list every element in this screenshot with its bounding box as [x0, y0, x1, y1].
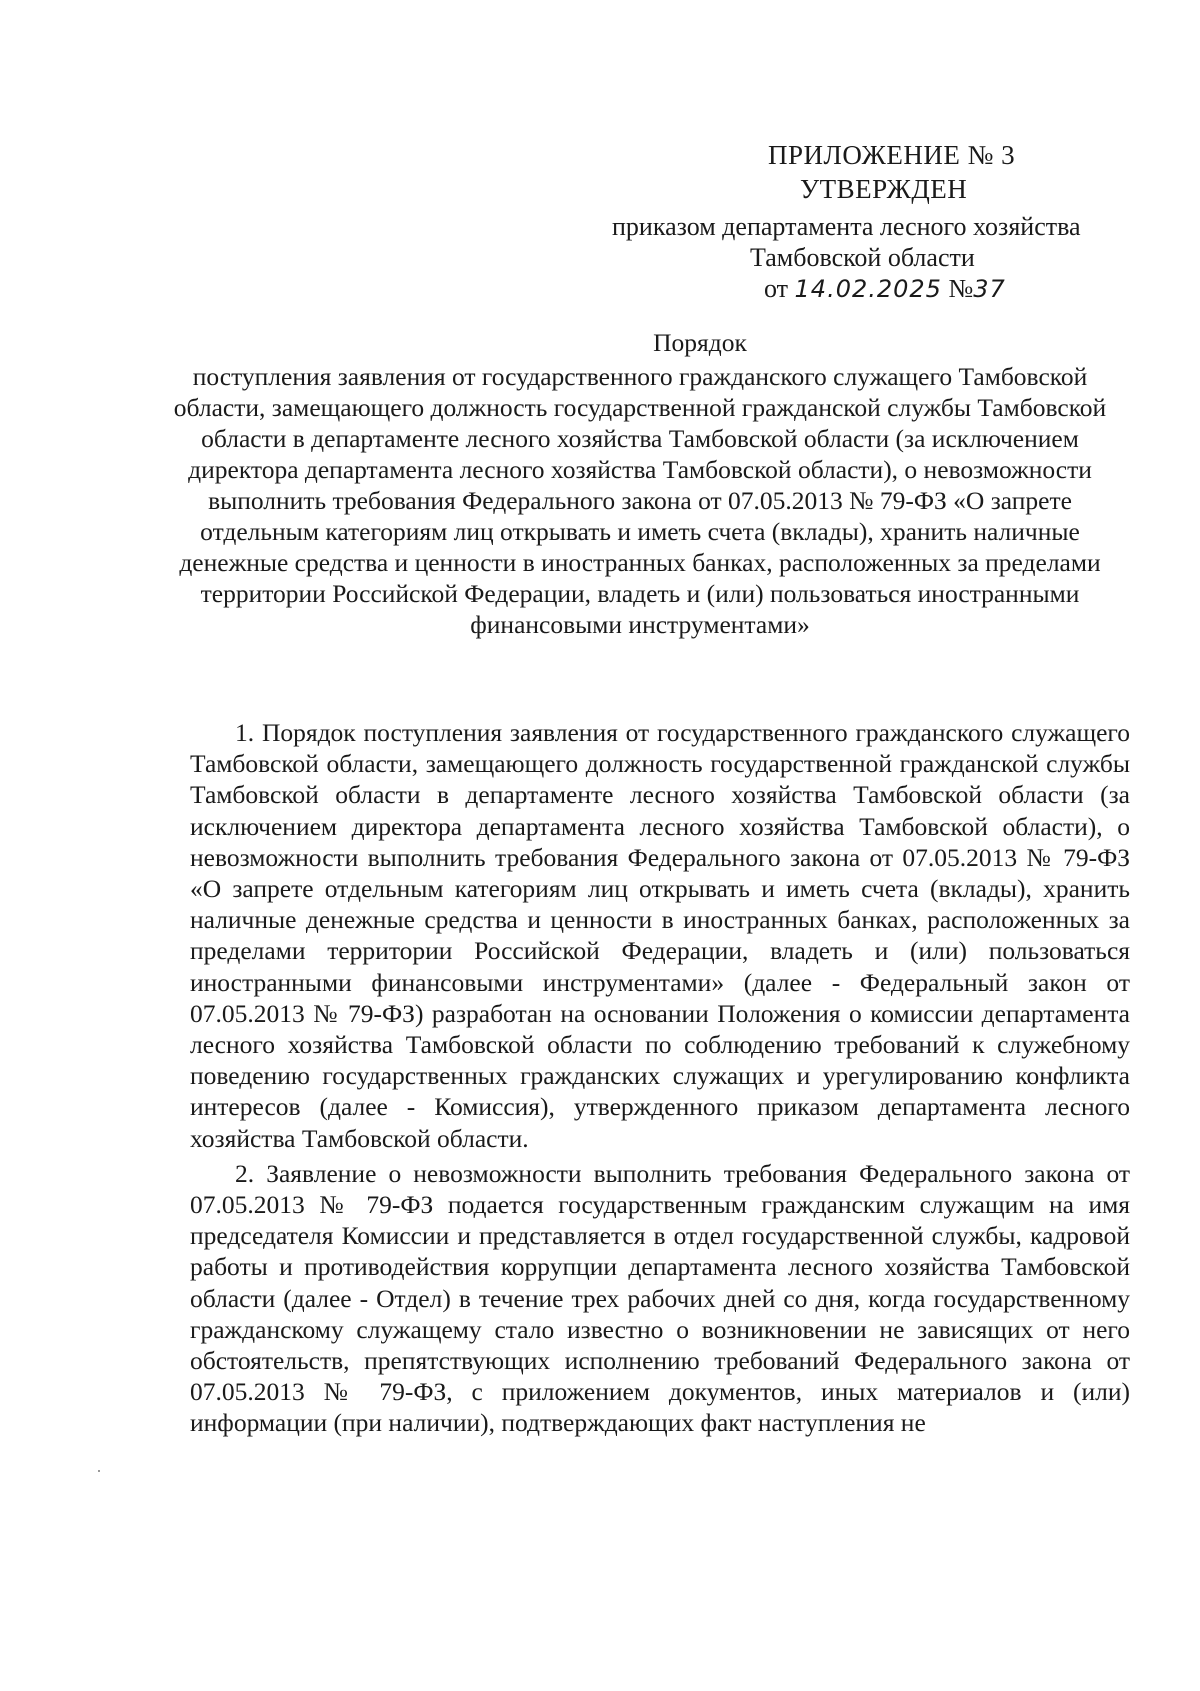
paragraph-text: Порядок поступления заявления от государственного гражданского служащего Тамбовской области, замещающего должность государственной гражданской службы Тамбовской области в департаменте лесного хозяйства Тамбовской области (за исключением директора департамента лесного хозяйства Тамбовской области), о невозможности выполнить требования Федерального закона от 07.05.2013 № 79-ФЗ «О запрете отдельным категориям лиц открывать и иметь счета (вклады), хранить наличные денежные средства и ценности в иностранных банках, расположенных за пределами территории Российской Федерации, владеть и (или) пользоваться иностранными финансовыми инструментами» (далее - Федеральный закон от 07.05.2013 № 79-ФЗ) разработан на основании Положения о комиссии департамента лесного хозяйства Тамбовской области по соблюдению требований к служебному поведению государственных гражданских служащих и урегулированию конфликта интересов (далее - Комиссия), утвержденного приказом департамента лесного хозяйства Тамбовской области.: [190, 718, 1131, 1153]
date-prefix: от: [764, 274, 789, 303]
paragraph-number: 1.: [235, 718, 255, 747]
annex-label: ПРИЛОЖЕНИЕ № 3: [768, 140, 1016, 170]
paragraph-text: Заявление о невозможности выполнить требования Федерального закона от 07.05.2013 № 79-ФЗ подается государственным гражданским служащим на имя председателя Комиссии и представляется в отдел государственной службы, кадровой работы и противодействия коррупции департамента лесного хозяйства Тамбовской области (далее - Отдел) в течение трех рабочих дней со дня, когда государственному гражданскому служащему стало известно о возникновении не зависящих от него обстоятельств, препятствующих исполнению требований Федерального закона от 07.05.2013 № 79-ФЗ, с приложением документов, иных материалов и (или) информации (при наличии), подтверждающих факт наступления не: [190, 1158, 1131, 1438]
handwritten-date: 14.02.2025: [794, 275, 942, 303]
paragraph-2: [190, 1158, 1130, 1439]
document-body: [190, 717, 1130, 1443]
approved-label: УТВЕРЖДЕН: [800, 174, 968, 204]
handwritten-number: 37: [973, 275, 1006, 303]
title-text: поступления заявления от государственного гражданского служащего Тамбовской области, замещающего должность государственной гражданской службы Тамбовской области в департаменте лесного хозяйства Тамбовской области (за исключением директора департамента лесного хозяйства Тамбовской области), о невозможности выполнить требования Федерального закона от 07.05.2013 № 79-ФЗ «О запрете отдельным категориям лиц открывать и иметь счета (вклады), хранить наличные денежные средства и ценности в иностранных банках, расположенных за пределами территории Российской Федерации, владеть и (или) пользоваться иностранными финансовыми инструментами»: [173, 362, 1107, 639]
region-line: Тамбовской области: [750, 243, 975, 272]
paragraph-number: 2.: [235, 1158, 255, 1188]
title-heading: Порядок: [653, 328, 747, 357]
paragraph-1: [190, 717, 1130, 1154]
scan-speck: [98, 1470, 100, 1472]
order-date-line: [764, 274, 1006, 304]
document-title: [150, 327, 1130, 640]
order-line: приказом департамента лесного хозяйства: [612, 212, 1081, 241]
number-prefix: №: [948, 274, 974, 303]
